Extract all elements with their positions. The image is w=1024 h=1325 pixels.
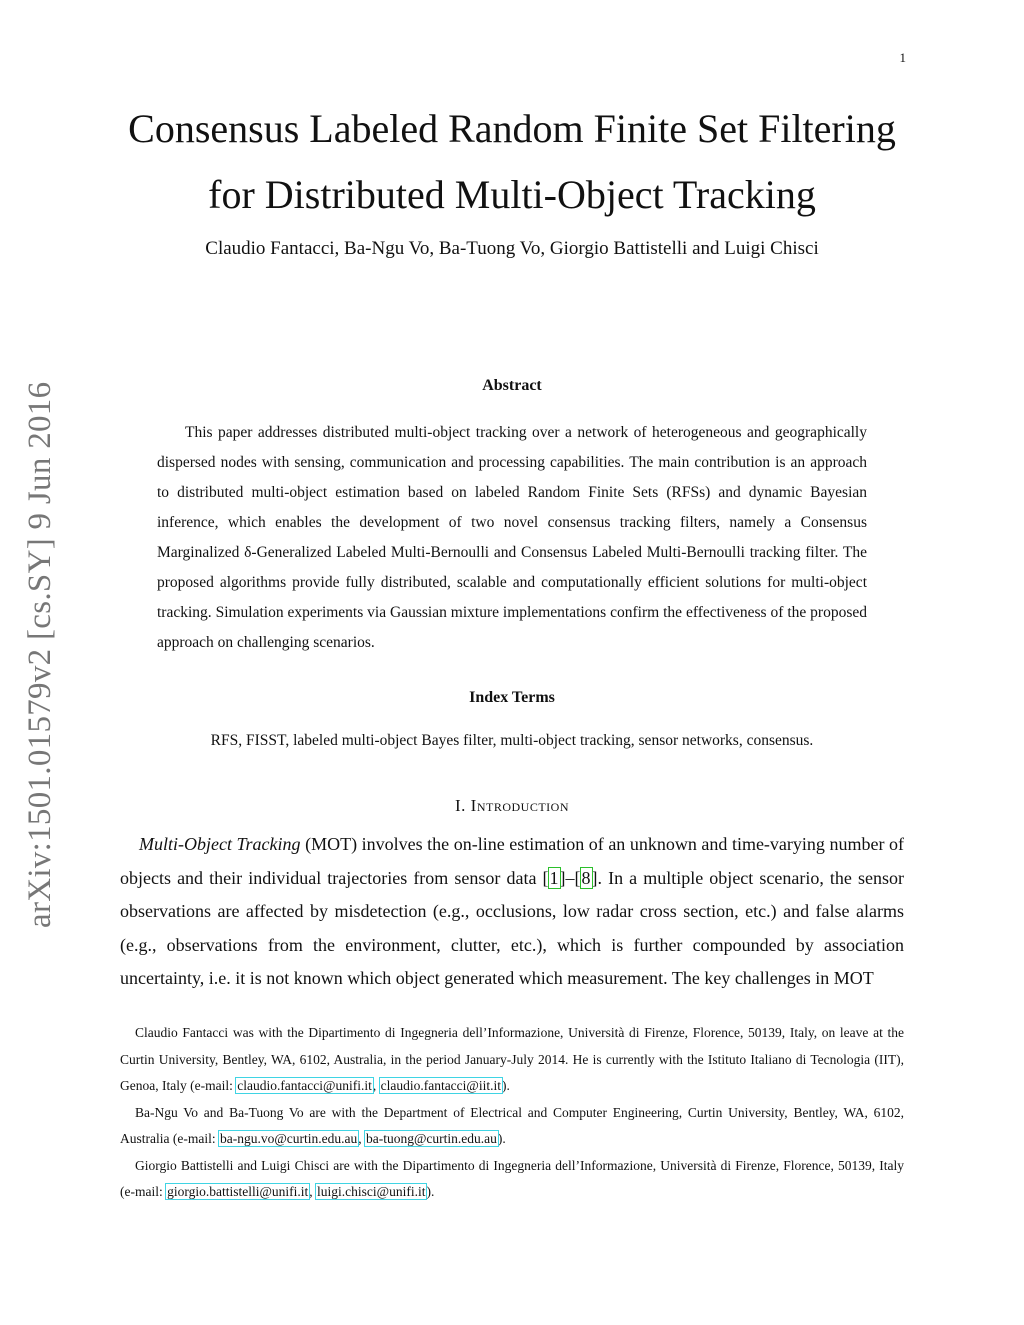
footnote-vo bbox=[120, 1100, 904, 1153]
email-link[interactable]: claudio.fantacci@unifi.it bbox=[237, 1078, 372, 1093]
title-line-1: Consensus Labeled Random Finite Set Filtering bbox=[128, 106, 896, 151]
footnote-sep: , bbox=[372, 1078, 380, 1093]
footnotes bbox=[120, 1020, 904, 1206]
citation-link-1[interactable]: 1 bbox=[549, 867, 559, 888]
intro-text-1: (MOT) involves the on-line estimation of an unknown and time-varying number of objects and their individual trajectories from sensor data [ bbox=[120, 834, 904, 888]
footnote-text: Ba-Ngu Vo and Ba-Tuong Vo are with the Department of Electrical and Computer Engineering, Curtin University, Bentley, WA, 6102, Australia (e-mail: bbox=[120, 1104, 904, 1146]
footnote-sep: , bbox=[309, 1184, 317, 1199]
intro-term: Multi-Object Tracking bbox=[139, 834, 301, 854]
citation-link-8[interactable]: 8 bbox=[581, 867, 591, 888]
section-number: I. bbox=[455, 796, 466, 815]
author-list: Claudio Fantacci, Ba-Ngu Vo, Ba-Tuong Vo, Giorgio Battistelli and Luigi Chisci bbox=[205, 238, 819, 259]
email-link[interactable]: giorgio.battistelli@unifi.it bbox=[167, 1184, 309, 1199]
footnote-text: Giorgio Battistelli and Luigi Chisci are with the Dipartimento di Ingegneria dell’Informazione, Università di Firenze, Florence, 50139, Italy (e-mail: bbox=[120, 1157, 904, 1199]
footnote-close: ). bbox=[497, 1131, 506, 1146]
footnote-text: Claudio Fantacci was with the Dipartimento di Ingegneria dell’Informazione, Università di Firenze, Florence, 50139, Italy, on leave at the Curtin University, Bentley, WA, 6102, Australia, in the period January-July 2014. He is currently with the Istituto Italiano di Tecnologia (IIT), Genoa, Italy (e-mail: bbox=[120, 1025, 904, 1093]
footnote-fantacci bbox=[120, 1020, 904, 1100]
footnote-close: ). bbox=[426, 1184, 435, 1199]
intro-dash: ]–[ bbox=[559, 867, 581, 888]
footnote-battistelli-chisci bbox=[120, 1153, 904, 1206]
arxiv-stamp: arXiv:1501.01579v2 [cs.SY] 9 Jun 2016 bbox=[22, 381, 58, 928]
footnote-sep: , bbox=[358, 1131, 365, 1146]
page-number: 1 bbox=[899, 50, 906, 65]
section-title: Introduction bbox=[470, 796, 569, 815]
intro-text-2: ]. In a multiple object scenario, the sensor observations are affected by misdetection (e.g., occlusions, low radar cross section, etc.) and false alarms (e.g., observations from the environment, clutter, etc.), which is further compounded by association uncertainty, i.e. it is not known which object generated which measurement. The key challenges in MOT bbox=[120, 867, 904, 988]
email-link[interactable]: luigi.chisci@unifi.it bbox=[317, 1184, 426, 1199]
index-terms-heading: Index Terms bbox=[469, 689, 555, 706]
abstract-heading: Abstract bbox=[482, 377, 542, 394]
abstract-body: This paper addresses distributed multi-object tracking over a network of heterogeneous and geographically dispersed nodes with sensing, communication and processing capabilities. The main contribution is an approach to distributed multi-object estimation based on labeled Random Finite Sets (RFSs) and dynamic Bayesian inference, which enables the development of two novel consensus tracking filters, namely a Consensus Marginalized δ-Generalized Labeled Multi-Bernoulli and Consensus Labeled Multi-Bernoulli tracking filter. The proposed algorithms provide fully distributed, scalable and computationally efficient solutions for multi-object tracking. Simulation experiments via Gaussian mixture implementations confirm the effectiveness of the proposed approach on challenging scenarios. bbox=[157, 424, 867, 651]
email-link[interactable]: claudio.fantacci@iit.it bbox=[380, 1078, 501, 1093]
intro-paragraph bbox=[120, 828, 904, 996]
email-link[interactable]: ba-tuong@curtin.edu.au bbox=[366, 1131, 497, 1146]
footnote-close: ). bbox=[501, 1078, 510, 1093]
email-link[interactable]: ba-ngu.vo@curtin.edu.au bbox=[219, 1131, 358, 1146]
section-heading bbox=[0, 796, 1024, 816]
title-line-2: for Distributed Multi-Object Tracking bbox=[208, 172, 816, 217]
index-terms-body: RFS, FISST, labeled multi-object Bayes filter, multi-object tracking, sensor networks, consensus. bbox=[210, 732, 814, 749]
paper-title bbox=[0, 96, 1024, 228]
